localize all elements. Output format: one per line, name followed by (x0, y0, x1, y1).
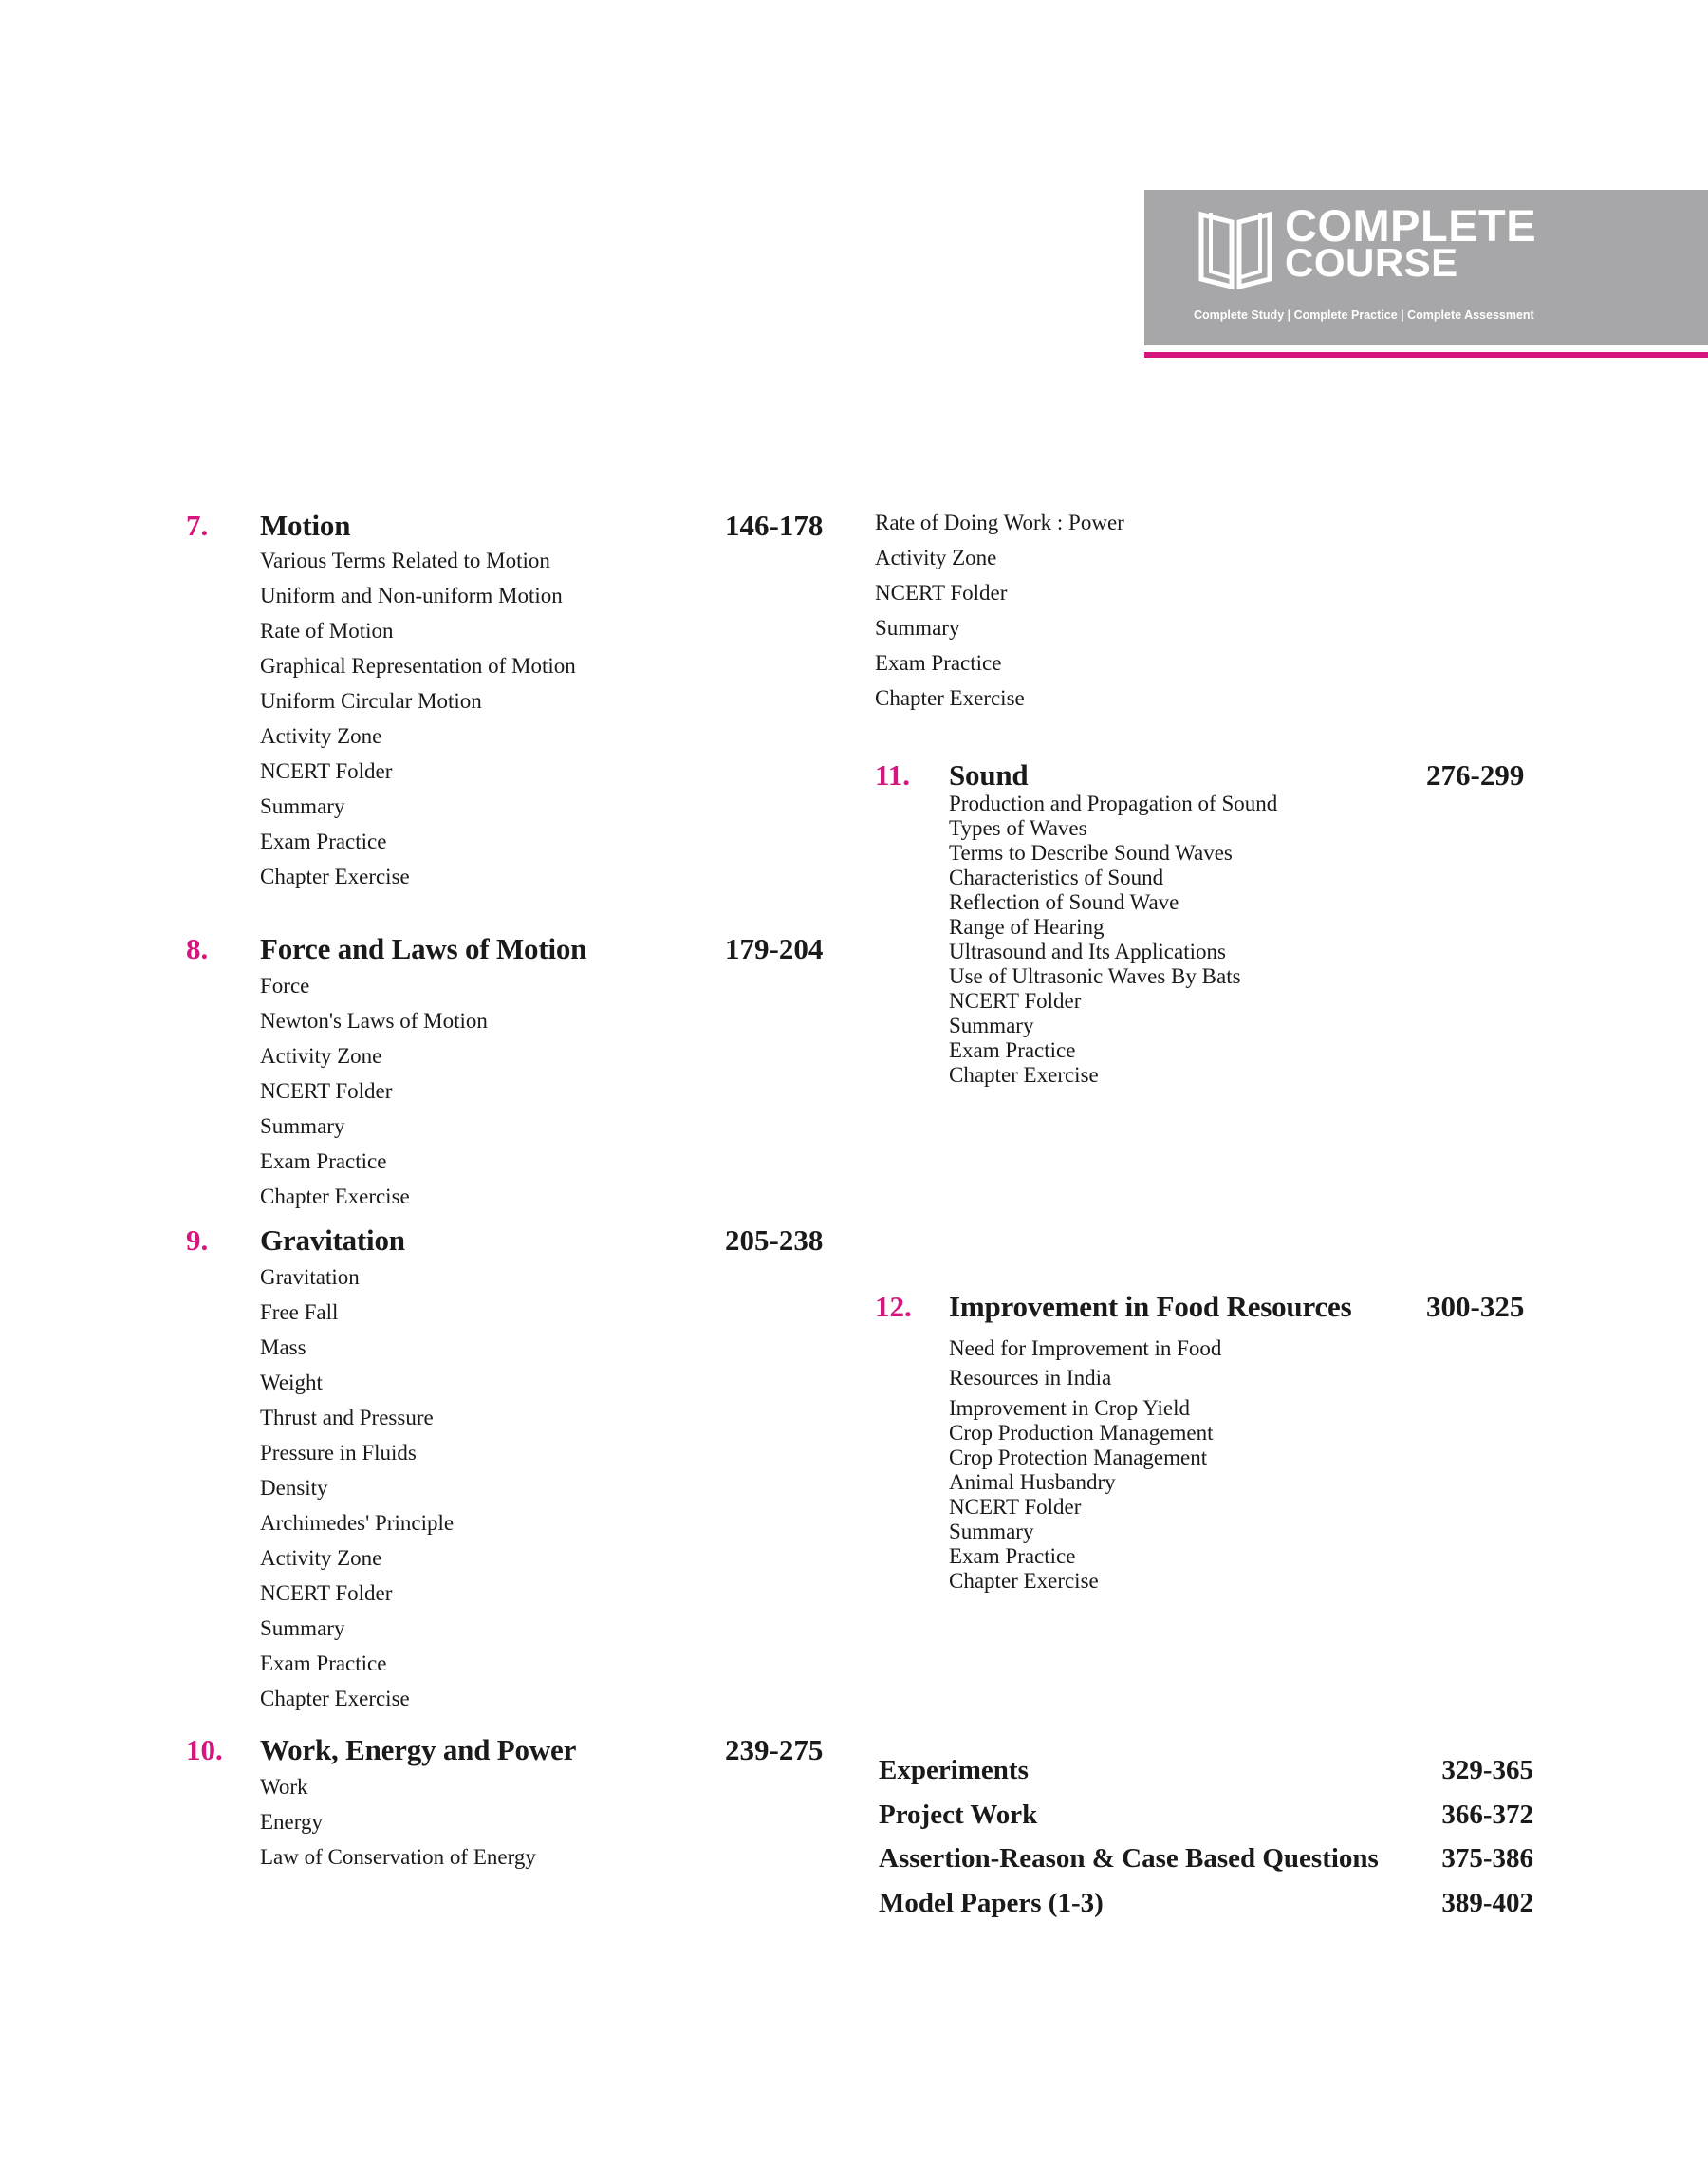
list-item: Activity Zone (260, 1044, 382, 1068)
list-item: Exam Practice (875, 651, 1002, 675)
list-item: Summary (949, 1014, 1034, 1037)
chapter-heading (186, 1222, 888, 1259)
topic-list (875, 792, 1577, 1088)
list-item: Summary (875, 616, 960, 640)
chapter-heading (875, 1288, 1577, 1326)
list-item: Summary (260, 794, 345, 818)
chapter-heading (186, 930, 888, 968)
open-book-icon (1194, 205, 1277, 290)
chapter-heading (186, 1731, 888, 1769)
list-item: Characteristics of Sound (949, 866, 1164, 889)
list-item: Exam Practice (260, 1651, 387, 1675)
list-item: Chapter Exercise (875, 686, 1025, 710)
chapter-pages: 300-325 (1426, 1290, 1525, 1323)
appendix-row[interactable] (879, 1748, 1533, 1793)
list-item: Activity Zone (260, 724, 382, 748)
brand-banner (1144, 190, 1708, 345)
list-item: NCERT Folder (949, 1495, 1082, 1519)
list-item: Pressure in Fluids (260, 1441, 417, 1465)
chapter-number: 7. (186, 509, 209, 542)
list-item: NCERT Folder (260, 759, 393, 783)
chapter-number: 9. (186, 1223, 209, 1257)
list-item: Rate of Doing Work : Power (875, 511, 1124, 534)
chapter-number: 12. (875, 1290, 912, 1323)
list-item: NCERT Folder (875, 581, 1008, 605)
appendix-title: Experiments (879, 1755, 1029, 1785)
list-item: Ultrasound and Its Applications (949, 940, 1226, 963)
chapter-11 (875, 756, 1577, 1088)
list-item: Terms to Describe Sound Waves (949, 841, 1233, 865)
chapter-10 (186, 1731, 888, 1875)
chapter-number: 8. (186, 932, 209, 965)
list-item: NCERT Folder (260, 1079, 393, 1103)
list-item: Uniform and Non-uniform Motion (260, 584, 563, 607)
appendix-list (879, 1748, 1533, 1925)
topic-list (186, 543, 888, 894)
chapter-number: 10. (186, 1733, 223, 1766)
chapter-7 (186, 507, 888, 894)
appendix-title: Model Papers (1-3) (879, 1887, 1104, 1918)
appendix-row[interactable] (879, 1837, 1533, 1881)
list-item: Crop Production Management (949, 1421, 1214, 1445)
chapter-pages: 146-178 (725, 509, 824, 542)
list-item: Range of Hearing (949, 915, 1105, 939)
list-item: Crop Protection Management (949, 1446, 1208, 1469)
list-item: Exam Practice (260, 1149, 387, 1173)
list-item: Production and Propagation of Sound (949, 792, 1278, 815)
chapter-title[interactable]: Force and Laws of Motion (260, 932, 587, 965)
brand-tagline: Complete Study | Complete Practice | Complete Assessment (1194, 308, 1534, 322)
chapter-title[interactable]: Work, Energy and Power (260, 1733, 577, 1766)
appendix-pages: 329-365 (1441, 1755, 1533, 1785)
list-item: Graphical Representation of Motion (260, 654, 576, 678)
list-item: Density (260, 1476, 328, 1500)
list-item: Activity Zone (260, 1546, 382, 1570)
list-item: Summary (260, 1616, 345, 1640)
list-item: Exam Practice (949, 1038, 1076, 1062)
list-item: NCERT Folder (260, 1581, 393, 1605)
chapter-pages: 239-275 (725, 1733, 824, 1766)
chapter-12 (875, 1288, 1577, 1594)
list-item: Weight (260, 1371, 323, 1394)
list-item: Chapter Exercise (949, 1063, 1099, 1087)
toc-right-column (875, 505, 1577, 716)
list-item: Summary (260, 1114, 345, 1138)
list-item: Need for Improvement in Food Resources in India (949, 1336, 1222, 1390)
list-item: Chapter Exercise (260, 1687, 410, 1710)
chapter-title[interactable]: Motion (260, 509, 351, 542)
list-item: Chapter Exercise (949, 1569, 1099, 1593)
chapter-pages: 179-204 (725, 932, 824, 965)
toc-left-column (186, 507, 888, 1875)
list-item: Rate of Motion (260, 619, 394, 643)
list-item: Gravitation (260, 1265, 360, 1289)
logo-title-line1: COMPLETE (1285, 200, 1537, 251)
topic-list (186, 1769, 888, 1875)
appendix-row[interactable] (879, 1881, 1533, 1926)
list-item: Mass (260, 1335, 306, 1359)
appendix-row[interactable] (879, 1793, 1533, 1838)
list-item: NCERT Folder (949, 989, 1082, 1013)
chapter-heading (186, 507, 888, 545)
list-item: Uniform Circular Motion (260, 689, 482, 713)
chapter-title[interactable]: Sound (949, 758, 1029, 792)
chapter-pages: 205-238 (725, 1223, 824, 1257)
list-item: Energy (260, 1810, 324, 1834)
appendix-pages: 366-372 (1441, 1799, 1533, 1830)
chapter-title[interactable]: Gravitation (260, 1223, 405, 1257)
chapter-number: 11. (875, 758, 911, 792)
topic-list (875, 1328, 1577, 1594)
topic-list (186, 1259, 888, 1716)
list-item: Activity Zone (875, 546, 997, 569)
list-item: Chapter Exercise (260, 1185, 410, 1208)
list-item: Newton's Laws of Motion (260, 1009, 488, 1033)
accent-divider (1144, 352, 1708, 358)
list-item: Thrust and Pressure (260, 1406, 434, 1429)
list-item: Use of Ultrasonic Waves By Bats (949, 964, 1241, 988)
topic-list (186, 968, 888, 1214)
list-item: Force (260, 974, 310, 998)
list-item: Exam Practice (260, 830, 387, 853)
list-item: Various Terms Related to Motion (260, 549, 550, 572)
appendix-title: Assertion-Reason & Case Based Questions (879, 1843, 1379, 1874)
list-item: Summary (949, 1520, 1034, 1543)
list-item: Chapter Exercise (260, 865, 410, 888)
chapter-9 (186, 1222, 888, 1716)
list-item: Improvement in Crop Yield (949, 1396, 1191, 1420)
list-item: Reflection of Sound Wave (949, 890, 1179, 914)
continued-topic-list (801, 505, 1577, 716)
list-item: Work (260, 1775, 308, 1799)
list-item: Archimedes' Principle (260, 1511, 455, 1535)
list-item: Animal Husbandry (949, 1470, 1116, 1494)
chapter-8 (186, 930, 888, 1214)
list-item: Exam Practice (949, 1544, 1076, 1568)
appendix-pages: 389-402 (1441, 1887, 1533, 1918)
appendix-pages: 375-386 (1441, 1843, 1533, 1874)
chapter-heading (875, 756, 1577, 794)
list-item: Types of Waves (949, 816, 1087, 840)
logo-title-line2: COURSE (1285, 240, 1458, 285)
chapter-title[interactable]: Improvement in Food Resources (949, 1290, 1352, 1323)
appendix-title: Project Work (879, 1799, 1038, 1830)
list-item: Law of Conservation of Energy (260, 1845, 536, 1869)
chapter-pages: 276-299 (1426, 758, 1525, 792)
list-item: Free Fall (260, 1300, 339, 1324)
